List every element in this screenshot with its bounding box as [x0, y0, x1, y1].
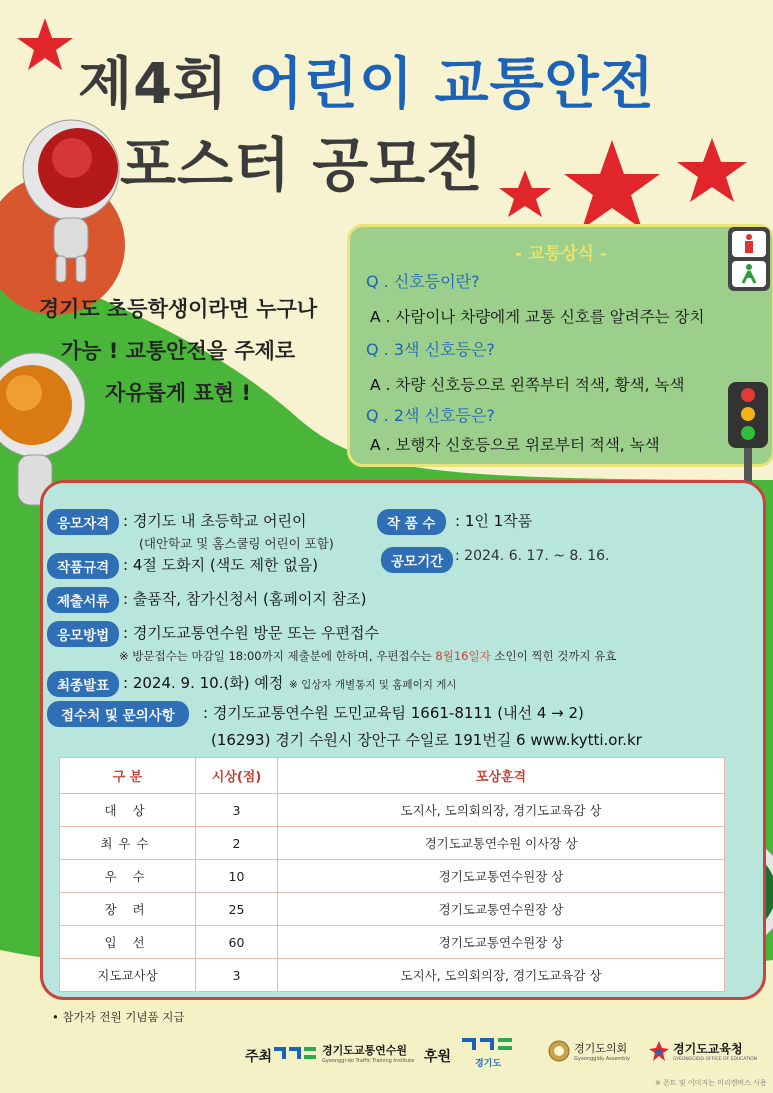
table-cell: 25: [196, 893, 278, 926]
host-name: 경기도교통연수원: [322, 1044, 408, 1057]
quiz-answer: A . 차량 신호등으로 왼쪽부터 적색, 황색, 녹색: [370, 376, 685, 394]
announce-value: : 2024. 9. 10.(화) 예정: [123, 674, 284, 692]
support-label: 후원: [424, 1049, 452, 1065]
method-note-c: 소인이 찍힌 것까지 유효: [490, 649, 617, 663]
contest-info-panel: [40, 480, 766, 1000]
bullet-icon: •: [52, 1010, 63, 1024]
method-note-deadline: 8월16일자: [435, 649, 491, 663]
documents-tag: 제출서류: [47, 587, 119, 613]
table-cell: 60: [196, 926, 278, 959]
prize-table: [59, 757, 725, 992]
host-label: 주최: [245, 1049, 273, 1065]
works-value: : 1인 1작품: [455, 512, 533, 530]
works-tag: 작 품 수: [377, 509, 446, 535]
page-title: [78, 40, 655, 120]
method-tag: 응모방법: [47, 621, 119, 647]
education-emblem-icon: [648, 1040, 670, 1062]
education-sub: GYEONGGIDO OFFICE OF EDUCATION: [673, 1057, 757, 1062]
education-name: 경기도교육청: [673, 1042, 743, 1056]
table-cell: 지도교사상: [60, 959, 196, 992]
host-logo: [274, 1042, 414, 1064]
slogan-line: 자유롭게 표현 !: [105, 381, 251, 405]
council-name: 경기도의회: [574, 1042, 628, 1055]
eligibility-note: (대안학교 및 홈스쿨링 어린이 포함): [139, 536, 334, 551]
table-cell: 경기도교통연수원장 상: [278, 893, 725, 926]
period-tag: 공모기간: [381, 547, 453, 573]
documents-value: : 출품작, 참가신청서 (홈페이지 참조): [123, 590, 367, 608]
announce-note: ※ 입상자 개별통지 및 홈페이지 게시: [289, 679, 457, 691]
table-row: [60, 959, 725, 992]
council-emblem-icon: [548, 1040, 570, 1062]
slogan-line: 경기도 초등학생이라면 누구나: [38, 297, 318, 321]
announce-tag: 최종발표: [47, 671, 119, 697]
quiz-question: Q . 3색 신호등은?: [366, 340, 495, 359]
table-row: [60, 860, 725, 893]
quiz-answer: A . 보행자 신호등으로 위로부터 적색, 녹색: [370, 436, 660, 454]
table-cell: 경기도교통연수원 이사장 상: [278, 827, 725, 860]
council-sub: Gyeonggido Assembly: [574, 1056, 630, 1062]
table-cell: 최우수: [60, 827, 196, 860]
note-text: 참가자 전원 기념품 지급: [62, 1010, 185, 1024]
title-highlight: 어린이 교통안전: [248, 52, 655, 117]
table-header-row: [60, 758, 725, 794]
table-cell: 우 수: [60, 860, 196, 893]
traffic-quiz-box: [347, 224, 773, 467]
copyright-note: ※ 폰트 및 이미지는 미리캔버스 사용: [655, 1079, 767, 1087]
title-prefix: 제4회: [78, 52, 229, 117]
council-logo: [548, 1040, 630, 1062]
eligibility-value: : 경기도 내 초등학교 어린이: [123, 512, 307, 530]
table-row: [60, 827, 725, 860]
table-cell: 3: [196, 794, 278, 827]
slogan-line: 가능 ! 교통안전을 주제로: [60, 339, 296, 363]
method-note-a: ※ 방문접수는 마감일 18:00까지 제출분에 한하며, 우편접수는: [119, 649, 436, 663]
table-cell: 도지사, 도의회의장, 경기도교육감 상: [278, 794, 725, 827]
column-header: 포상훈격: [278, 758, 725, 794]
kytti-logo-icon: [274, 1045, 318, 1061]
spec-tag: 작품규격: [47, 553, 119, 579]
table-row: [60, 926, 725, 959]
period-value: : 2024. 6. 17. ~ 8. 16.: [455, 548, 610, 564]
page-subtitle: 포스터 공모전: [120, 131, 484, 199]
souvenir-note: [52, 1009, 185, 1025]
table-cell: 경기도교통연수원장 상: [278, 926, 725, 959]
quiz-question: Q . 신호등이란?: [366, 272, 480, 291]
table-cell: 경기도교통연수원장 상: [278, 860, 725, 893]
table-cell: 입 선: [60, 926, 196, 959]
table-cell: 3: [196, 959, 278, 992]
table-cell: 대 상: [60, 794, 196, 827]
support-logo: [462, 1036, 514, 1069]
slogan: [8, 288, 348, 414]
table-cell: 10: [196, 860, 278, 893]
table-row: [60, 893, 725, 926]
table-row: [60, 794, 725, 827]
gyeonggi-logo-icon: [462, 1036, 514, 1052]
column-header: 구 분: [60, 758, 196, 794]
quiz-answer: A . 사람이나 차량에게 교통 신호를 알려주는 장치: [370, 308, 705, 326]
method-note: [119, 648, 616, 664]
red-light-robot-icon: [12, 108, 130, 288]
table-cell: 장 려: [60, 893, 196, 926]
contact-value: : 경기도교통연수원 도민교육팀 1661-8111 (내선 4 → 2): [203, 704, 584, 722]
pedestrian-signal-icon: [727, 226, 771, 292]
quiz-question: Q . 2색 신호등은?: [366, 406, 495, 425]
education-office-logo: [648, 1040, 757, 1062]
host-sub: Gyeonggi-do Traffic Training Institute: [322, 1058, 415, 1064]
support-name: 경기도: [474, 1059, 502, 1069]
address: (16293) 경기 수원시 장안구 수일로 191번길 6 www.kytti.or.kr: [211, 731, 642, 749]
method-value: : 경기도교통연수원 방문 또는 우편접수: [123, 624, 379, 642]
contact-tag: 접수처 및 문의사항: [47, 701, 189, 727]
eligibility-tag: 응모자격: [47, 509, 119, 535]
table-cell: 도지사, 도의회의장, 경기도교육감 상: [278, 959, 725, 992]
table-cell: 2: [196, 827, 278, 860]
spec-value: : 4절 도화지 (색도 제한 없음): [123, 556, 319, 574]
column-header: 시상(점): [196, 758, 278, 794]
quiz-title: - 교통상식 -: [515, 244, 607, 264]
